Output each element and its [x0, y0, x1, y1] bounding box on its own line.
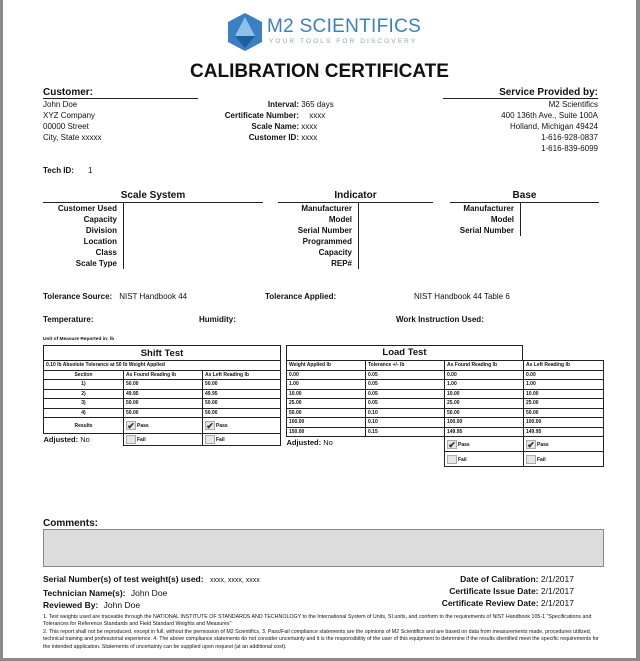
scale-system-heading: Scale System — [120, 190, 186, 201]
checkbox-checked-icon[interactable]: ✔ — [448, 439, 456, 450]
review-date-label: Certificate Review Date: — [441, 598, 539, 608]
tolerance-applied-label: Tolerance Applied: — [265, 292, 337, 301]
checkbox-checked-icon[interactable]: ✔ — [127, 421, 135, 431]
checkbox-empty-icon[interactable] — [205, 435, 215, 444]
pass-label: Pass — [137, 422, 149, 429]
unit-note: Unit of Measure Reported in: lb — [43, 337, 115, 342]
logo-name: M2 SCIENTIFICS — [267, 16, 422, 37]
table-cell: 0.10 — [366, 418, 445, 428]
division-label: Division — [85, 226, 117, 235]
table-cell: 0.05 — [366, 389, 445, 399]
scale-name-label: Scale Name: — [251, 122, 299, 131]
indicator-manufacturer-label: Manufacturer — [301, 204, 352, 213]
table-cell: 0.00 — [287, 370, 366, 380]
scale-system-labels — [43, 203, 117, 269]
table-cell: 1.00 — [445, 380, 524, 390]
shift-found-fail[interactable] — [124, 434, 203, 446]
humidity-label: Humidity: — [199, 315, 236, 324]
indicator-heading: Indicator — [334, 190, 377, 201]
indicator-model-label: Model — [328, 215, 352, 224]
shift-adjusted-label: Adjusted: — [43, 435, 79, 445]
signoff-right — [442, 573, 574, 609]
logo-icon — [225, 12, 265, 52]
table-cell: 0.00 — [524, 370, 604, 380]
table-cell: 10.00 — [524, 389, 604, 399]
shift-left-pass[interactable] — [203, 418, 281, 434]
provider-city: Holland, Michigan 49424 — [509, 122, 598, 131]
load-found-pass[interactable] — [445, 437, 524, 452]
date-calibration-label: Date of Calibration: — [460, 574, 539, 584]
table-cell: 50.00 — [203, 408, 281, 418]
table-cell: 0.00 — [445, 370, 524, 380]
table-row — [44, 399, 281, 409]
table-cell: 50.00 — [124, 408, 203, 418]
table-cell: 4) — [44, 408, 124, 418]
footnote-2: 2. This report shall not be reproduced, except in full, without the permission of M2 Scientifics. 3. Pass/Fail compliance statements are the opinions of M2 Scientifics and are based on data from measurements made, procedures utilized, technical training and professional experience. 4. The above compliance statements do not consider uncertainty and it is the responsibility of the user of this equipment to determine if the results identified meet the specific requirements for the intended application. Statements of uncertainty can be supplied upon request (at an additional cost). — [43, 628, 599, 650]
customer-company: XYZ Company — [43, 111, 96, 120]
customer-id-label: Customer ID: — [248, 133, 299, 142]
base-model-label: Model — [490, 215, 514, 224]
base-manufacturer-label: Manufacturer — [463, 204, 514, 213]
class-label: Class — [95, 248, 117, 257]
table-cell: 100.00 — [287, 418, 366, 428]
certificate-page — [3, 0, 636, 658]
table-cell: 25.00 — [445, 399, 524, 409]
table-cell: 0.10 — [366, 408, 445, 418]
serial-numbers-value: xxxx, xxxx, xxxx — [209, 577, 260, 584]
table-row — [287, 389, 604, 399]
tech-id-value: 1 — [87, 166, 93, 175]
header-as-left: As Left Reading lb — [203, 370, 281, 380]
load-left-pass[interactable] — [524, 437, 604, 452]
footnote-1: 1. Test weights used are traceable through the NATIONAL INSTITUTE OF STANDARDS AND TECHNOLOGY to the International System of Units, SI units, and conform to the requirements of NIST Handbook 105-1 "Specifications and Tolerances for Reference Standards and Field Standard Weights and Measures" — [43, 614, 592, 628]
customer-name: John Doe — [43, 100, 78, 109]
reviewed-by-value: John Doe — [103, 600, 141, 610]
pass-label: Pass — [537, 441, 549, 448]
table-cell: 50.00 — [203, 399, 281, 409]
table-row — [287, 380, 604, 390]
provider-heading: Service Provided by: — [499, 87, 598, 98]
shift-left-fail[interactable] — [203, 434, 281, 446]
date-calibration-value: 2/1/2017 — [540, 574, 574, 584]
table-cell: 149.95 — [445, 427, 524, 437]
table-row — [287, 418, 604, 428]
footnotes — [43, 614, 603, 651]
customer-id-value: xxxx — [301, 133, 318, 142]
customer-heading: Customer: — [43, 87, 94, 98]
checkbox-empty-icon[interactable] — [447, 455, 457, 464]
checkbox-empty-icon[interactable] — [126, 435, 136, 444]
pass-label: Pass — [458, 441, 470, 448]
customer-street: 00000 Street — [43, 122, 89, 131]
table-cell: 0.05 — [366, 380, 445, 390]
table-cell: 50.00 — [124, 380, 203, 390]
work-instruction-label: Work Instruction Used: — [396, 315, 484, 324]
table-row — [287, 370, 604, 380]
results-label: Results — [44, 418, 124, 434]
checkbox-checked-icon[interactable]: ✔ — [206, 421, 214, 431]
technician-label: Technician Name(s): — [43, 588, 126, 598]
fail-label: Fail — [216, 436, 225, 443]
load-found-fail[interactable] — [445, 452, 524, 467]
table-row — [287, 408, 604, 418]
table-row — [44, 380, 281, 390]
header-tolerance: Tolerance +/- lb — [366, 361, 445, 371]
table-cell: 3) — [44, 399, 124, 409]
table-cell: 0.05 — [366, 370, 445, 380]
table-cell: 10.00 — [445, 389, 524, 399]
location-label: Location — [83, 237, 117, 246]
table-cell: 10.00 — [287, 389, 366, 399]
provider-phone-2: 1-616-839-6099 — [541, 144, 598, 153]
table-cell: 49.95 — [124, 389, 203, 399]
table-cell: 25.00 — [524, 399, 604, 409]
indicator-labels — [263, 203, 352, 269]
fail-label: Fail — [458, 456, 467, 463]
load-test-table — [286, 360, 604, 467]
table-cell: 2) — [44, 389, 124, 399]
scale-type-label: Scale Type — [75, 259, 117, 268]
certificate-fields — [203, 99, 353, 143]
table-cell: 50.00 — [287, 408, 366, 418]
technician-value: John Doe — [130, 588, 168, 598]
shift-tolerance-note: 0.10 lb Absolute Tolerance at 50 lb Weight Applied — [44, 361, 281, 371]
certificate-number-label: Certificate Number: — [224, 111, 299, 120]
shift-test-table — [43, 345, 281, 446]
table-row — [287, 399, 604, 409]
table-cell: 50.00 — [124, 399, 203, 409]
scale-name-value: xxxx — [301, 122, 318, 131]
capacity-label: Capacity — [83, 215, 117, 224]
base-serial-label: Serial Number — [459, 226, 514, 235]
tolerance-source-value: NIST Handbook 44 — [119, 292, 188, 301]
shift-found-pass[interactable] — [124, 418, 203, 434]
table-cell: 100.00 — [445, 418, 524, 428]
table-cell: 0.15 — [366, 427, 445, 437]
customer-block — [43, 99, 102, 143]
tolerance-applied-value: NIST Handbook 44 Table 6 — [414, 292, 510, 301]
table-row — [44, 389, 281, 399]
provider-name: M2 Scientifics — [548, 100, 598, 109]
indicator-serial-label: Serial Number — [297, 226, 352, 235]
table-row — [287, 427, 604, 437]
comments-label: Comments: — [43, 518, 99, 529]
issue-date-label: Certificate Issue Date: — [449, 586, 539, 596]
table-cell: 0.05 — [366, 399, 445, 409]
shift-test-title: Shift Test — [44, 346, 281, 361]
header-as-found: As Found Reading lb — [445, 361, 524, 371]
temperature-label: Temperature: — [43, 315, 94, 324]
reviewed-by-label: Reviewed By: — [43, 600, 99, 610]
indicator-programmed-label: Programmed — [302, 237, 352, 246]
customer-used-label: Customer Used — [57, 204, 117, 213]
header-as-found: As Found Reading lb — [124, 370, 203, 380]
table-cell: 100.00 — [524, 418, 604, 428]
review-date-value: 2/1/2017 — [540, 598, 574, 608]
checkbox-empty-icon[interactable] — [526, 455, 536, 464]
tolerance-source-label: Tolerance Source: — [43, 292, 113, 301]
table-cell: 149.95 — [524, 427, 604, 437]
load-adjusted-label: Adjusted: — [286, 438, 322, 447]
table-cell: 50.00 — [524, 408, 604, 418]
comments-field[interactable] — [43, 529, 604, 567]
base-labels — [433, 203, 514, 236]
fail-label: Fail — [537, 456, 546, 463]
indicator-capacity-label: Capacity — [318, 248, 352, 257]
load-left-fail[interactable] — [524, 452, 604, 467]
provider-phone-1: 1-616-928-0837 — [541, 133, 598, 142]
table-cell: 1.00 — [524, 380, 604, 390]
provider-block — [501, 99, 598, 154]
load-adjusted-value: No — [323, 438, 333, 447]
checkbox-checked-icon[interactable]: ✔ — [527, 439, 535, 450]
fail-label: Fail — [137, 436, 146, 443]
tech-id-label: Tech ID: — [43, 166, 74, 175]
interval-label: Interval: — [267, 100, 299, 109]
certificate-number-value: xxxx — [309, 111, 326, 120]
header-section: Section — [44, 370, 124, 380]
shift-adjusted-value: No — [80, 435, 90, 445]
table-cell: 1) — [44, 380, 124, 390]
indicator-rep-label: REP# — [331, 259, 352, 268]
base-heading: Base — [512, 190, 537, 201]
pass-label: Pass — [216, 422, 228, 429]
page-title: CALIBRATION CERTIFICATE — [190, 61, 449, 82]
signoff-left — [43, 573, 260, 611]
table-cell: 1.00 — [287, 380, 366, 390]
table-row — [44, 408, 281, 418]
interval-value: 365 days — [301, 100, 334, 109]
logo-tagline: YOUR TOOLS FOR DISCOVERY — [269, 38, 418, 45]
table-cell: 50.00 — [445, 408, 524, 418]
table-cell: 150.00 — [287, 427, 366, 437]
issue-date-value: 2/1/2017 — [540, 586, 574, 596]
customer-city: City, State xxxxx — [43, 133, 102, 142]
serial-numbers-label: Serial Number(s) of test weight(s) used: — [43, 574, 204, 584]
load-test-title: Load Test — [286, 345, 523, 360]
provider-address: 400 136th Ave., Suite 100A — [501, 111, 598, 120]
table-cell: 25.00 — [287, 399, 366, 409]
table-cell: 50.00 — [203, 380, 281, 390]
table-cell: 49.95 — [203, 389, 281, 399]
header-as-left: As Left Reading lb — [524, 361, 604, 371]
header-weight: Weight Applied lb — [287, 361, 366, 371]
